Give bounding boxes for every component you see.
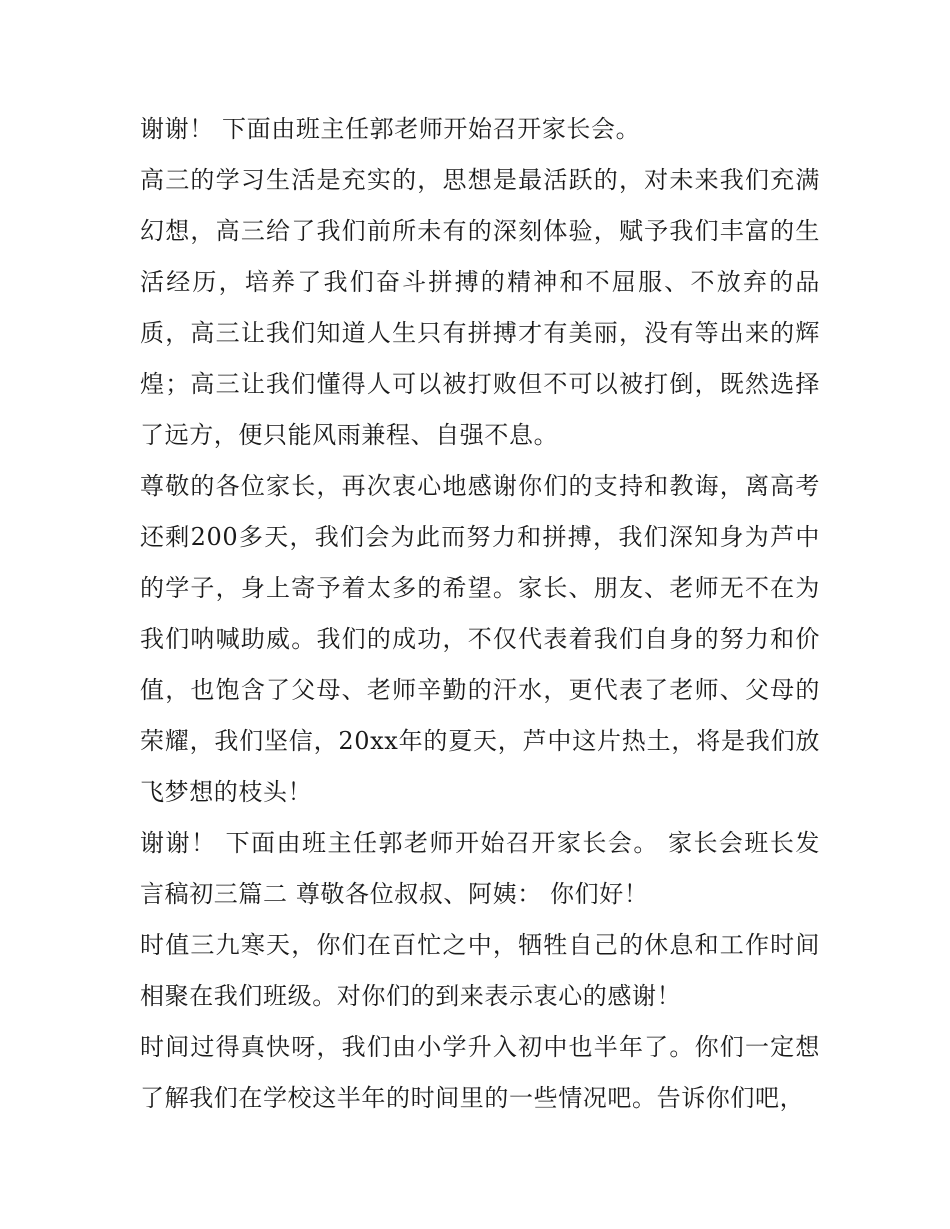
paragraph-thanks-opening: 谢谢！ 下面由班主任郭老师开始召开家长会。 xyxy=(140,115,641,143)
paragraph-winter-welcome: 时值三九寒天，你们在百忙之中，牺牲自己的休息和工作时间相聚在我们班级。对你们的到来表示衷心的感谢！ xyxy=(140,931,820,1010)
paragraph-half-year-review: 时间过得真快呀，我们由小学升入初中也半年了。你们一定想了解我们在学校这半年的时间里的一些情况吧。告诉你们吧， xyxy=(140,1033,820,1112)
paragraph-thanks-second-speech-title: 谢谢！ 下面由班主任郭老师开始召开家长会。 家长会班长发言稿初三篇二 尊敬各位叔叔、阿姨： 你们好！ xyxy=(140,829,820,908)
document-body xyxy=(140,104,820,1124)
paragraph-parents-gratitude: 尊敬的各位家长，再次衷心地感谢你们的支持和教诲，离高考还剩200多天，我们会为此而努力和拼搏，我们深知身为芦中的学子，身上寄予着太多的希望。家长、朋友、老师无不在为我们呐喊助威。我们的成功，不仅代表着我们自身的努力和价值，也饱含了父母、老师辛勤的汗水，更代表了老师、父母的荣耀，我们坚信，20xx年的夏天，芦中这片热土，将是我们放飞梦想的枝头！ xyxy=(140,472,820,806)
paragraph-senior-year-life: 高三的学习生活是充实的，思想是最活跃的，对未来我们充满幻想，高三给了我们前所未有的深刻体验，赋予我们丰富的生活经历，培养了我们奋斗拼搏的精神和不屈服、不放弃的品质，高三让我们知道人生只有拼搏才有美丽，没有等出来的辉煌；高三让我们懂得人可以被打败但不可以被打倒，既然选择了远方，便只能风雨兼程、自强不息。 xyxy=(140,166,820,449)
